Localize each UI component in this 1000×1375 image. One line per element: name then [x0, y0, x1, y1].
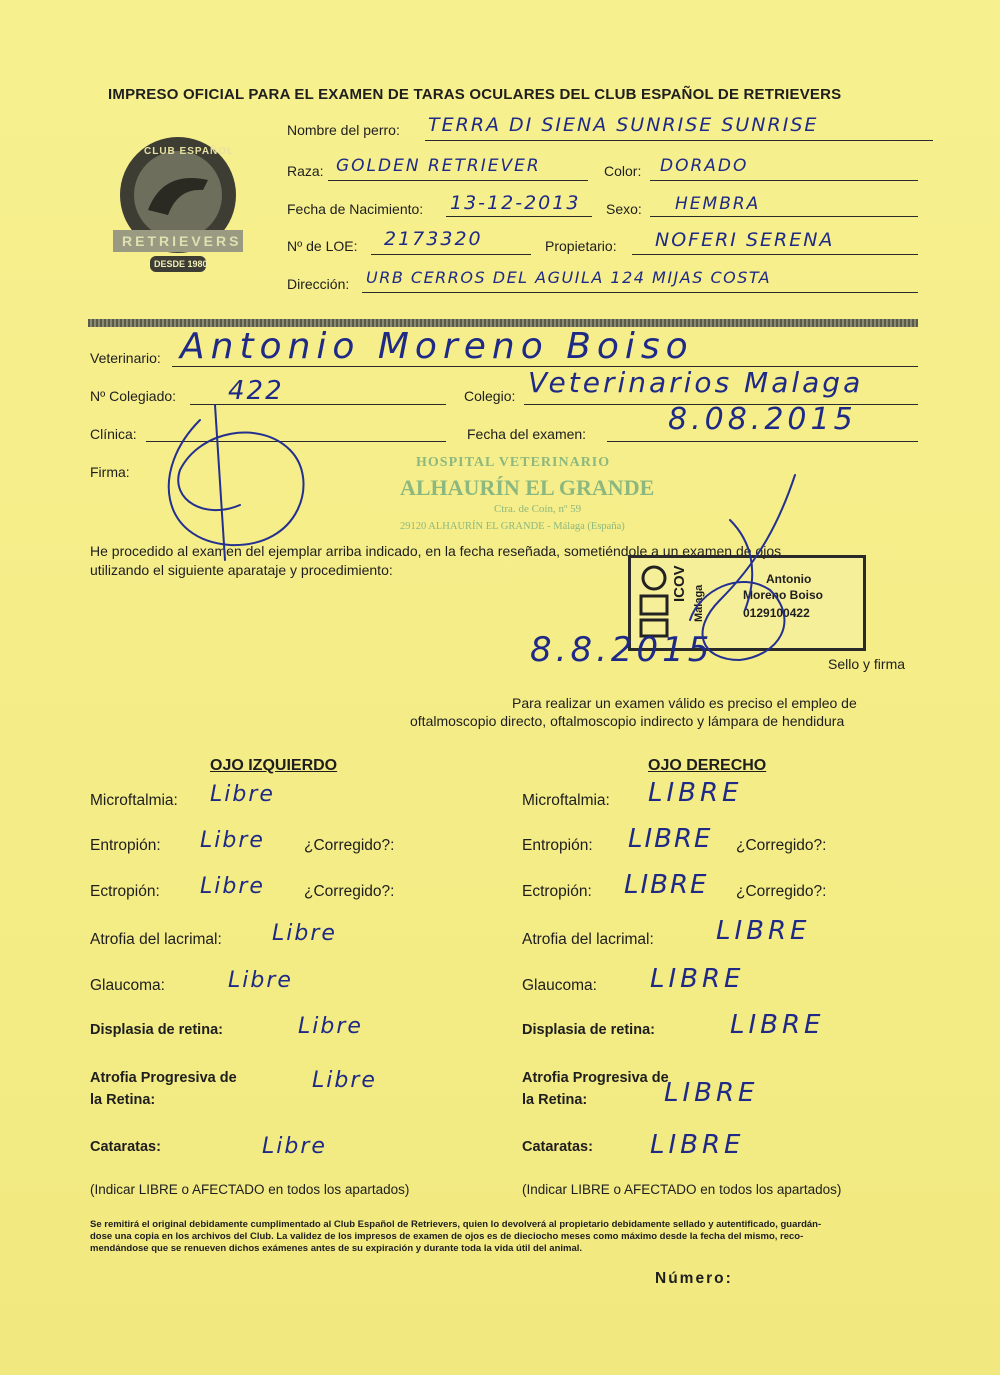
right-eye-header: OJO DERECHO	[648, 757, 767, 774]
left-ectropion-value: Libre	[200, 874, 265, 899]
right-entropion-value: LIBRE	[628, 824, 713, 854]
college-num-value: 422	[228, 376, 284, 406]
right-ectropion-value: LIBRE	[624, 870, 709, 900]
left-ectropion-label: Ectropión:	[90, 883, 160, 900]
signature-label: Firma:	[90, 464, 130, 480]
number-label: Número:	[655, 1270, 733, 1287]
right-glaucoma-value: LIBRE	[650, 964, 745, 994]
left-lacrimal-label: Atrofia del lacrimal:	[90, 931, 222, 948]
right-atrofia-value: LIBRE	[664, 1078, 759, 1108]
statement-line2: utilizando el siguiente aparataje y procedimiento:	[90, 562, 393, 578]
right-ectropion-corrected-label: ¿Corregido?:	[736, 883, 827, 900]
stamp-line3: Ctra. de Coín, nº 59	[494, 503, 582, 515]
dog-name-value: TERRA DI SIENA SUNRISE SUNRISE	[428, 114, 819, 136]
right-glaucoma-label: Glaucoma:	[522, 977, 597, 994]
left-entropion-label: Entropión:	[90, 837, 161, 854]
left-displasia-label: Displasia de retina:	[90, 1022, 223, 1038]
left-eye-footer: (Indicar LIBRE o AFECTADO en todos los apartados)	[90, 1182, 410, 1197]
vet-label: Veterinario:	[90, 350, 161, 366]
stamp-line4: 29120 ALHAURÍN EL GRANDE - Málaga (España)	[400, 521, 625, 532]
fine-print-line2: dose una copia en los archivos del Club. La validez de los impresos de examen de ojos es de dieciocho meses como máximo desde la fecha del mismo, reco-	[90, 1231, 804, 1242]
left-ectropion-corrected-label: ¿Corregido?:	[304, 883, 395, 900]
right-displasia-label: Displasia de retina:	[522, 1022, 655, 1038]
owner-label: Propietario:	[545, 238, 617, 254]
right-cataratas-value: LIBRE	[650, 1130, 745, 1160]
right-microftalmia-label: Microftalmia:	[522, 792, 610, 809]
right-entropion-corrected-label: ¿Corregido?:	[736, 837, 827, 854]
address-label: Dirección:	[287, 276, 350, 292]
left-atrofia-value: Libre	[312, 1068, 377, 1093]
right-lacrimal-value: LIBRE	[716, 916, 811, 946]
birth-value: 13-12-2013	[450, 192, 581, 214]
breed-value: GOLDEN RETRIEVER	[336, 156, 541, 176]
right-lacrimal-label: Atrofia del lacrimal:	[522, 931, 654, 948]
left-displasia-value: Libre	[298, 1014, 363, 1039]
right-atrofia-label2: la Retina:	[522, 1092, 588, 1108]
address-value: URB CERROS DEL AGUILA 124 MIJAS COSTA	[366, 268, 772, 287]
form-title: IMPRESO OFICIAL PARA EL EXAMEN DE TARAS OCULARES DEL CLUB ESPAÑOL DE RETRIEVERS	[108, 86, 842, 103]
left-glaucoma-label: Glaucoma:	[90, 977, 165, 994]
right-ectropion-label: Ectropión:	[522, 883, 592, 900]
right-microftalmia-value: LIBRE	[648, 778, 743, 808]
left-entropion-value: Libre	[200, 828, 265, 853]
college-label: Colegio:	[464, 388, 516, 404]
color-value: DORADO	[660, 156, 749, 176]
exam-date-label: Fecha del examen:	[467, 426, 587, 442]
left-glaucoma-value: Libre	[228, 968, 293, 993]
left-cataratas-value: Libre	[262, 1134, 327, 1159]
sex-label: Sexo:	[606, 201, 642, 217]
left-atrofia-label2: la Retina:	[90, 1092, 156, 1108]
seal-number: 0129100422	[743, 606, 810, 620]
left-microftalmia-label: Microftalmia:	[90, 792, 178, 809]
vet-signature	[169, 405, 304, 560]
stamp-line1: HOSPITAL VETERINARIO	[416, 455, 611, 470]
college-value: Veterinarios Malaga	[528, 366, 864, 399]
breed-label: Raza:	[287, 163, 324, 179]
left-microftalmia-value: Libre	[210, 782, 275, 807]
seal-org: ICOV	[671, 565, 688, 602]
owner-value: NOFERI SERENA	[655, 229, 835, 251]
right-displasia-value: LIBRE	[730, 1010, 825, 1040]
stamp-line2: ALHAURÍN EL GRANDE	[400, 475, 655, 500]
logo-middle-text: RETRIEVERS	[122, 233, 242, 249]
vet-value: Antonio Moreno Boiso	[180, 326, 694, 367]
right-atrofia-label: Atrofia Progresiva de	[522, 1070, 669, 1086]
left-entropion-corrected-label: ¿Corregido?:	[304, 837, 395, 854]
dog-name-label: Nombre del perro:	[287, 122, 400, 138]
seal-city: Malaga	[693, 584, 705, 622]
left-atrofia-label: Atrofia Progresiva de	[90, 1070, 237, 1086]
loe-label: Nº de LOE:	[287, 238, 358, 254]
left-lacrimal-value: Libre	[272, 921, 337, 946]
fine-print-line3: mendándose que se renueven dichos exámenes antes de su expiración y durante toda la vida útil del animal.	[90, 1243, 583, 1254]
fine-print-line1: Se remitirá el original debidamente cumplimentado al Club Español de Retrievers, quien lo devolverá al propietario debidamente sellado y autentificado, guardán-	[90, 1219, 822, 1230]
color-label: Color:	[604, 163, 642, 179]
note-line2: oftalmoscopio directo, oftalmoscopio indirecto y lámpara de hendidura	[410, 713, 845, 729]
left-cataratas-label: Cataratas:	[90, 1139, 161, 1155]
clinic-label: Clínica:	[90, 426, 137, 442]
right-entropion-label: Entropión:	[522, 837, 593, 854]
handwritten-date: 8.8.2015	[530, 630, 714, 670]
right-eye-footer: (Indicar LIBRE o AFECTADO en todos los apartados)	[522, 1182, 842, 1197]
left-eye-header: OJO IZQUIERDO	[210, 757, 338, 774]
seal-signature-label: Sello y firma	[828, 656, 906, 672]
seal-name2: Moreno Boiso	[743, 588, 823, 602]
birth-label: Fecha de Nacimiento:	[287, 201, 424, 217]
seal-name1: Antonio	[766, 572, 812, 586]
logo-top-text: CLUB ESPAÑOL	[144, 146, 235, 157]
seal-signature	[690, 475, 795, 660]
logo-badge-text: DESDE 1980	[154, 259, 208, 269]
loe-value: 2173320	[384, 228, 483, 250]
note-line1: Para realizar un examen válido es preciso el empleo de	[512, 695, 857, 711]
statement-line1: He procedido al examen del ejemplar arriba indicado, en la fecha reseñada, sometiéndole a un examen de ojos	[90, 543, 782, 559]
exam-date-value: 8.08.2015	[668, 402, 857, 437]
right-cataratas-label: Cataratas:	[522, 1139, 593, 1155]
college-num-label: Nº Colegiado:	[90, 388, 177, 404]
sex-value: HEMBRA	[675, 194, 761, 214]
